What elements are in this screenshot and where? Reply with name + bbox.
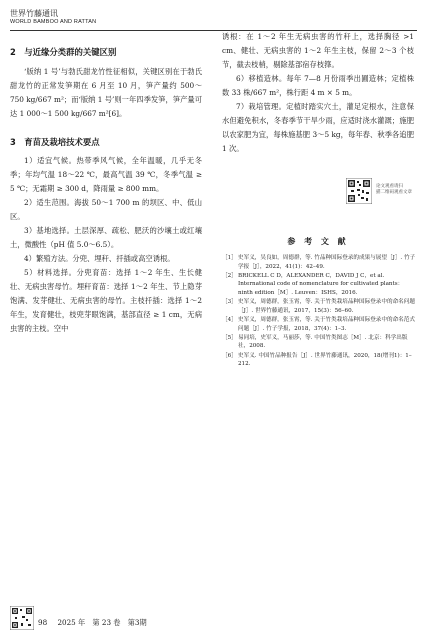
qr-caption-line-2: 描二维码观看文章: [376, 189, 412, 194]
reference-text: 史军义. 中国竹品种报告［J］. 世界竹藤通讯，2020，18(增刊1)：1–212.: [238, 352, 412, 368]
cultivation-item-6: 6）移植造林。每年 7—8 月份雨季出圃造林；定植株数 33 株/667 m²，株行距 4 m × 5 m。: [222, 74, 414, 97]
reference-number: ［2］: [222, 272, 237, 279]
left-column: [10, 30, 202, 336]
cultivation-item-2: 2）适生范围。海拔 50～1 700 m 的坝区、中、低山区。: [10, 198, 202, 221]
qr-caption: [376, 183, 412, 195]
reference-item: [222, 272, 416, 298]
section-3-title: 3 育苗及栽培技术要点: [10, 137, 100, 147]
cultivation-item-7: 7）栽培管理。定植时踏实穴土，灌足定根水，注意保水但避免积水，冬春季节干旱少雨，应适时浇水灌溉；施肥以农家肥为宜，每株施基肥 3～5 kg，每年春、秋季各追肥 1 次。: [222, 102, 414, 153]
issue-info: 2025 年 第 23 卷 第3期: [57, 618, 147, 627]
reference-number: ［3］: [222, 299, 237, 306]
reference-text: 易同培，史军义，马丽莎，等. 中国竹类图志［M］. 北京：科学出版社，2008.: [238, 334, 408, 350]
reference-item: [222, 334, 416, 351]
journal-qr-code-icon[interactable]: [10, 606, 34, 630]
section-2-paragraph: ‘版纳 1 号’与勃氏甜龙竹性征相似，关键区别在于勃氏甜龙竹的正常发笋期在 6 月至 10 月，笋产量约 500～750 kg/667 m²；而‘版纳 1 号’则一年四季发笋，笋产量可达 1 000～1 500 kg/667 m²[6]。: [10, 67, 202, 118]
reference-number: ［4］: [222, 316, 237, 323]
page-footer: [10, 606, 420, 634]
section-2-title: 2 与近缘分类群的关键区别: [10, 47, 117, 57]
footer-page-info: [38, 618, 147, 628]
reference-number: ［1］: [222, 255, 237, 261]
reference-number: ［5］: [222, 334, 237, 341]
reference-text: 史军义，周德群，张玉霄，等. 关于竹类栽培品种国际登录中的命名范式问题［J］. 竹子学报，2018，37(4)：1–3.: [238, 316, 415, 332]
reference-item: [222, 352, 416, 369]
right-column: [222, 30, 414, 156]
cultivation-item-1: 1）适宜气候。热带季风气候，全年温暖，几乎无冬季；年均气温 18～22 ℃，最高气温 39 ℃，冬季气温 ≥ 5 ℃；无霜期 ≥ 300 d，降雨量 ≥ 800 mm。: [10, 156, 202, 193]
reference-text: 史军义，吴良如，周德群，等. 竹品种国际登录的成果与展望［J］. 竹子学报［J］，2022，41(1)：42–49.: [238, 255, 416, 270]
reference-item: [222, 298, 416, 315]
reference-number: ［6］: [222, 352, 237, 359]
reference-item: [222, 316, 416, 333]
cultivation-item-3: 3）基地选择。土层深厚、疏松、肥沃的沙壤土或红壤土，微酸性（pH 值 5.0～6.5）。: [10, 226, 202, 249]
journal-title-cn: 世界竹藤通讯: [10, 9, 58, 18]
references-list: [222, 254, 416, 369]
journal-title-en: WORLD BAMBOO AND RATTAN: [10, 19, 97, 25]
reference-text: 史军义，周德群，张玉霄，等. 关于竹类栽培品种国际登录中的命名问题［J］. 世界竹藤通讯，2017，15(3)：56–60.: [238, 299, 415, 314]
cultivation-item-5: 5）材料选择。分兜育苗：选择 1～2 年生、生长健壮、无病虫害母竹。埋秆育苗：选择 1～2 年生、节上隐芽饱满、发芽健壮、无病虫害的母竹。主枝扦插：选择 1～2 年生，发育健壮，枝兜芽眼饱满，基部直径 ≥ 1 cm，无病虫害的主枝。空中: [10, 268, 202, 333]
reference-item: [222, 254, 416, 271]
qr-caption-line-1: 论文观看请扫: [376, 183, 403, 188]
article-qr-code-icon[interactable]: [346, 178, 372, 204]
reference-text: BRICKELL C D，ALEXANDER C，DAVID J C，et al. International code of nomenclature for cultivated plants：ninth edition［M］. Leuven：ISHS，2016.: [238, 272, 404, 296]
cultivation-item-5-continued: 诱根：在 1～2 年生无病虫害的竹秆上，选择胸径 >1 cm、健壮、无病虫害的 1～2 年生主枝，保留 2～3 个枝节，截去枝梢，剔除基部宿存枝箨。: [222, 32, 414, 69]
references-title: 参 考 文 献: [287, 237, 349, 246]
page-number: 98: [38, 618, 48, 627]
cultivation-item-4: 4）繁殖方法。分兜、埋秆、扦插或高空诱根。: [24, 254, 175, 263]
